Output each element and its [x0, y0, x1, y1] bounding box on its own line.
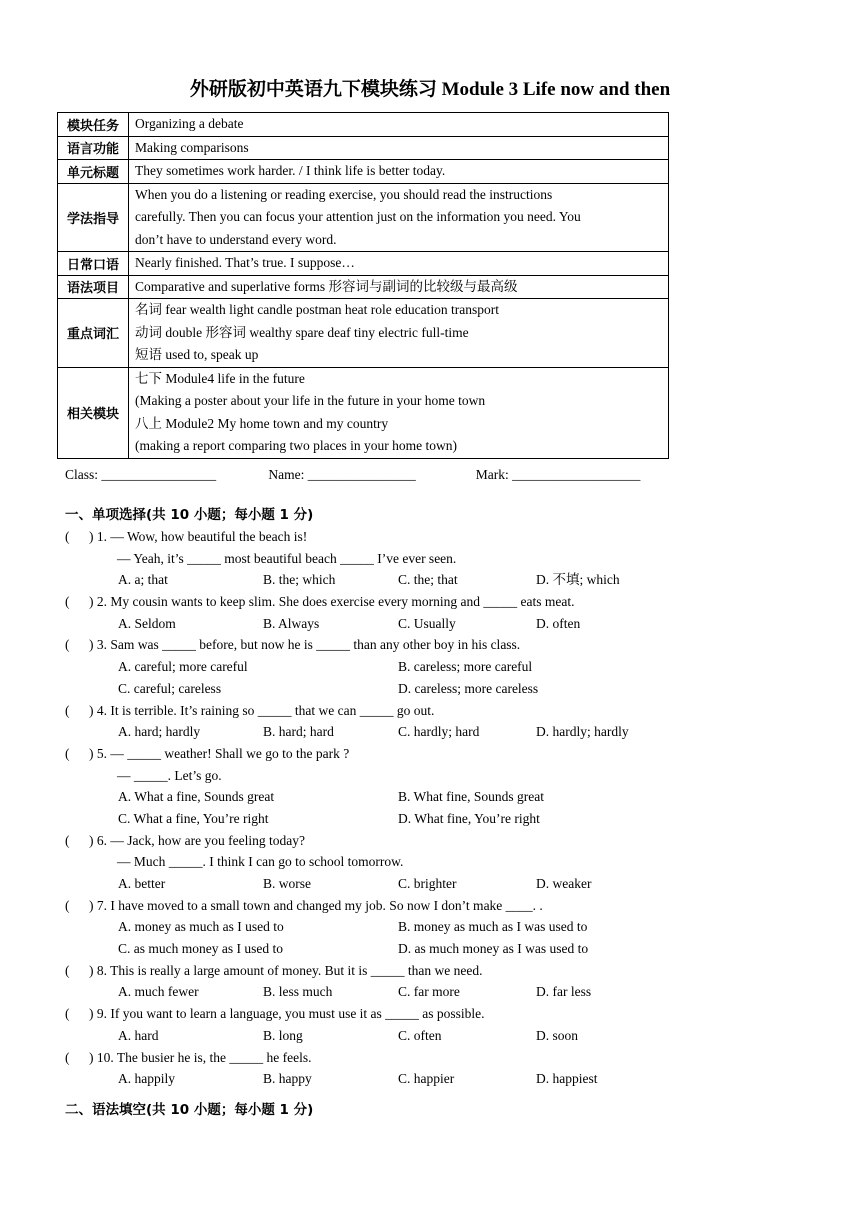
answer-bracket[interactable]: ( — [65, 745, 70, 761]
info-key: 模块任务 — [58, 113, 129, 137]
info-row — [58, 252, 669, 276]
question-text: It is terrible. It’s raining so _____ that we can _____ go out. — [110, 702, 435, 718]
options-row — [65, 786, 825, 808]
question-list — [65, 526, 825, 1090]
answer-bracket[interactable]: ( — [65, 594, 70, 610]
page-title: 外研版初中英语九下模块练习 Module 3 Life now and then — [189, 79, 671, 100]
question-number: ) 8. — [89, 962, 107, 978]
answer-bracket[interactable]: ( — [65, 962, 70, 978]
question-text: — _____. Let’s go. — [117, 767, 222, 783]
question-stem — [65, 830, 825, 852]
answer-option[interactable]: D. careless; more careless — [398, 680, 539, 696]
options-row — [65, 656, 825, 678]
info-row — [58, 367, 669, 458]
answer-option[interactable]: A. a; that — [118, 572, 168, 588]
info-value-line: (making a report comparing two places in your home town) — [135, 438, 458, 453]
question-number: ) 4. — [89, 702, 107, 718]
info-key: 学法指导 — [58, 183, 129, 252]
options-row — [65, 873, 825, 895]
question-number: ) 7. — [89, 897, 107, 913]
info-value — [129, 299, 669, 368]
answer-option[interactable]: B. careless; more careful — [398, 659, 533, 675]
question-stem — [65, 700, 825, 722]
info-row — [58, 183, 669, 252]
question-number: ) 6. — [89, 832, 107, 848]
question-line — [65, 548, 825, 570]
answer-option[interactable]: D. What fine, You’re right — [398, 810, 540, 826]
question-stem — [65, 591, 825, 613]
info-value-line: (Making a poster about your life in the future in your home town — [135, 393, 486, 408]
info-key: 语言功能 — [58, 136, 129, 160]
question-number: ) 3. — [89, 637, 107, 653]
answer-option[interactable]: D. often — [536, 615, 581, 631]
info-value — [129, 160, 669, 184]
answer-bracket[interactable]: ( — [65, 897, 70, 913]
info-value-line: carefully. Then you can focus your attention just on the information you need. You — [135, 209, 581, 224]
question-stem — [65, 1003, 825, 1025]
question-stem — [65, 1047, 825, 1069]
info-key: 日常口语 — [58, 252, 129, 276]
answer-bracket[interactable]: ( — [65, 702, 70, 718]
info-value-line: Nearly finished. That’s true. I suppose… — [135, 255, 355, 270]
question-text: The busier he is, the _____ he feels. — [116, 1049, 312, 1065]
info-value-line: don’t have to understand every word. — [135, 231, 337, 247]
info-value-line: Organizing a debate — [135, 116, 244, 131]
answer-option[interactable]: B. less much — [263, 984, 333, 1000]
info-value — [129, 275, 669, 299]
question-number: ) 9. — [89, 1006, 107, 1022]
answer-option[interactable]: C. careful; careless — [118, 680, 222, 696]
info-value — [129, 367, 669, 458]
options-row — [65, 1068, 825, 1090]
info-key: 语法项目 — [58, 275, 129, 299]
answer-option[interactable]: C. hardly; hard — [398, 724, 480, 740]
info-value — [129, 252, 669, 276]
answer-option[interactable]: B. the; which — [263, 572, 336, 588]
answer-option[interactable]: C. far more — [398, 984, 460, 1000]
answer-option[interactable]: A. hard; hardly — [118, 724, 201, 740]
options-row — [65, 613, 825, 635]
options-row — [65, 569, 825, 591]
info-row — [58, 136, 669, 160]
question-text: My cousin wants to keep slim. She does exercise every morning and _____ eats meat. — [110, 594, 575, 610]
student-info-line — [65, 465, 640, 485]
answer-bracket[interactable]: ( — [65, 529, 70, 544]
options-row — [65, 981, 825, 1003]
question-number: ) 1. — [89, 529, 107, 544]
answer-option[interactable]: B. worse — [263, 876, 311, 891]
question-text: I have moved to a small town and changed my job. So now I don’t make ____. . — [110, 897, 543, 913]
answer-option[interactable]: D. 不填; which — [536, 572, 620, 588]
class-field: Class: _________________ — [65, 467, 217, 482]
answer-bracket[interactable]: ( — [65, 832, 70, 848]
info-value — [129, 113, 669, 137]
section-heading-1: 一、单项选择(共 10 小题；每小题 1 分) — [65, 507, 314, 523]
info-key: 相关模块 — [58, 367, 129, 458]
question-text: This is really a large amount of money. But it is _____ than we need. — [110, 962, 483, 978]
answer-option[interactable]: D. as much money as I was used to — [398, 941, 589, 957]
info-value-line: 七下 Module4 life in the future — [135, 370, 305, 386]
answer-option[interactable]: C. What a fine, You’re right — [118, 810, 269, 826]
answer-option[interactable]: C. brighter — [398, 876, 457, 891]
info-value-line: When you do a listening or reading exercise, you should read the instructions — [135, 186, 553, 202]
info-value-line: 名词 fear wealth light candle postman heat role education transport — [135, 302, 499, 317]
options-row — [65, 721, 825, 743]
question-number: ) 10. — [89, 1049, 114, 1065]
answer-option[interactable]: D. happiest — [536, 1071, 598, 1087]
answer-option[interactable]: A. careful; more careful — [118, 659, 248, 675]
options-row — [65, 678, 825, 700]
info-row — [58, 275, 669, 299]
answer-option[interactable]: D. soon — [536, 1027, 579, 1043]
question-stem — [65, 960, 825, 982]
info-value-line: 短语 used to, speak up — [135, 347, 259, 362]
answer-option[interactable]: D. far less — [536, 984, 592, 1000]
mark-field: Mark: ___________________ — [475, 467, 641, 482]
answer-option[interactable]: A. money as much as I used to — [118, 919, 284, 935]
options-row — [65, 938, 825, 960]
info-row — [58, 160, 669, 184]
info-value-line: 动词 double 形容词 wealthy spare deaf tiny electric full-time — [135, 324, 469, 340]
info-row — [58, 113, 669, 137]
question-number: ) 5. — [89, 745, 107, 761]
question-text: — _____ weather! Shall we go to the park ? — [110, 745, 350, 761]
answer-option[interactable]: C. the; that — [398, 572, 458, 588]
options-row — [65, 916, 825, 938]
question-line — [65, 765, 825, 787]
answer-option[interactable]: C. often — [398, 1027, 442, 1043]
answer-option[interactable]: C. as much money as I used to — [118, 941, 283, 957]
question-text: Sam was _____ before, but now he is _____ than any other boy in his class. — [110, 637, 521, 653]
question-text: — Much _____. I think I can go to school tomorrow. — [117, 854, 404, 870]
question-text: If you want to learn a language, you must use it as _____ as possible. — [110, 1006, 485, 1022]
answer-bracket[interactable]: ( — [65, 1006, 70, 1022]
question-line — [65, 851, 825, 873]
info-key: 重点词汇 — [58, 299, 129, 368]
question-stem — [65, 634, 825, 656]
answer-option[interactable]: C. Usually — [398, 615, 456, 631]
question-stem — [65, 526, 825, 548]
info-value-line: Making comparisons — [135, 139, 249, 155]
answer-option[interactable]: A. Seldom — [118, 615, 176, 631]
question-number: ) 2. — [89, 594, 107, 610]
answer-bracket[interactable]: ( — [65, 1049, 70, 1065]
options-row — [65, 808, 825, 830]
answer-option[interactable]: A. What a fine, Sounds great — [118, 789, 275, 805]
question-text: — Jack, how are you feeling today? — [110, 832, 305, 848]
answer-option[interactable]: B. long — [263, 1027, 303, 1043]
answer-option[interactable]: A. happily — [118, 1071, 175, 1087]
question-stem — [65, 743, 825, 765]
answer-bracket[interactable]: ( — [65, 637, 70, 653]
answer-option[interactable]: A. much fewer — [118, 984, 199, 1000]
answer-option[interactable]: C. happier — [398, 1071, 455, 1087]
answer-option[interactable]: B. money as much as I was used to — [398, 919, 588, 935]
info-value — [129, 136, 669, 160]
info-value-line: 八上 Module2 My home town and my country — [135, 415, 389, 431]
answer-option[interactable]: A. hard — [118, 1027, 159, 1043]
question-text: — Yeah, it’s _____ most beautiful beach _____ I’ve ever seen. — [117, 550, 457, 566]
info-value — [129, 183, 669, 252]
answer-option[interactable]: D. weaker — [536, 876, 592, 891]
answer-option[interactable]: D. hardly; hardly — [536, 724, 629, 740]
question-text: — Wow, how beautiful the beach is! — [110, 529, 308, 544]
info-row — [58, 299, 669, 368]
section-heading-2: 二、语法填空(共 10 小题；每小题 1 分) — [65, 1102, 314, 1118]
info-key: 单元标题 — [58, 160, 129, 184]
answer-option[interactable]: B. happy — [263, 1071, 312, 1087]
options-row — [65, 1025, 825, 1047]
module-info-table — [57, 112, 669, 459]
answer-option[interactable]: B. Always — [263, 615, 320, 631]
info-value-line: They sometimes work harder. / I think life is better today. — [135, 163, 446, 178]
info-value-line: Comparative and superlative forms 形容词与副词的比较级与最高级 — [135, 278, 518, 294]
answer-option[interactable]: B. hard; hard — [263, 724, 334, 740]
question-stem — [65, 895, 825, 917]
answer-option[interactable]: B. What fine, Sounds great — [398, 789, 544, 805]
name-field: Name: ________________ — [268, 467, 416, 482]
answer-option[interactable]: A. better — [118, 876, 166, 891]
